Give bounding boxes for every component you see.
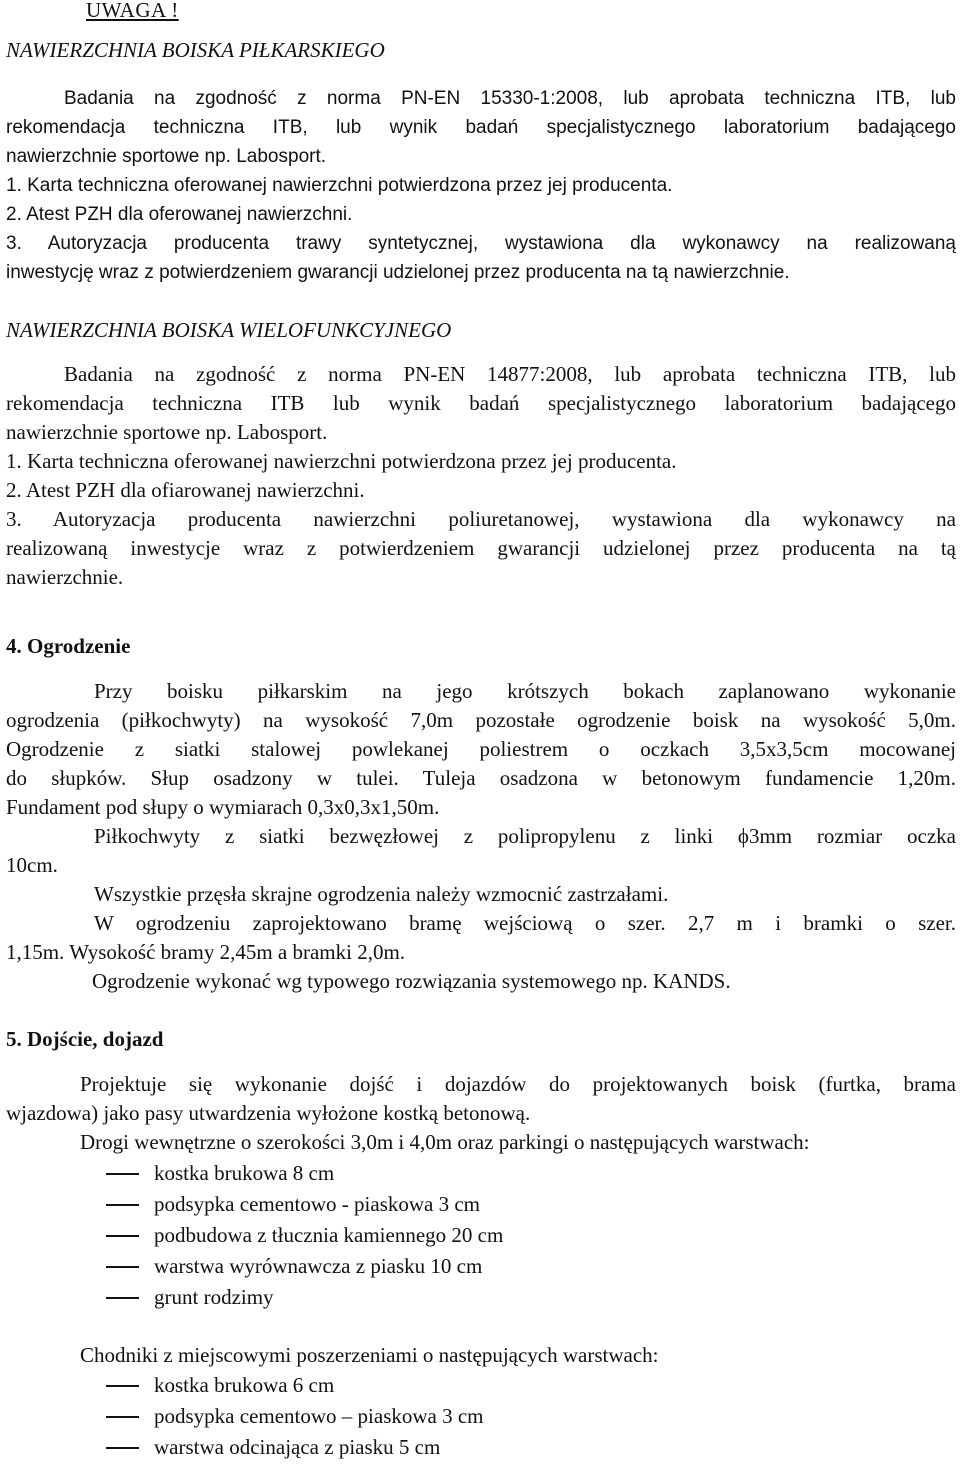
fence-paragraph-line: Ogrodzenie wykonać wg typowego rozwiązania systemowego np. KANDS. [92,969,731,993]
football-surface-heading: NAWIERZCHNIA BOISKA PIŁKARSKIEGO [6,38,385,62]
multi-requirement-3-cont: nawierzchnie. [6,565,124,589]
roads-layers-list [106,1158,503,1313]
football-intro-line: rekomendacja techniczna ITB, lub wynik badań specjalistycznego laboratorium badającego [6,117,956,138]
football-surface-section [6,84,956,287]
fence-paragraph-line: W ogrodzeniu zaprojektowano bramę wejściową o szer. 2,7 m i bramki o szer. [94,911,956,935]
list-item: kostka brukowa 8 cm [106,1158,503,1189]
multi-intro-line: rekomendacja techniczna ITB lub wynik badań specjalistycznego laboratorium badającego [6,391,956,415]
list-item: warstwa odcinająca z piasku 5 cm [106,1432,484,1463]
list-item: podbudowa z tłucznia kamiennego 20 cm [106,1220,503,1251]
multi-requirement-3: 3. Autoryzacja producenta nawierzchni poliuretanowej, wystawiona dla wykonawcy na [6,507,956,531]
list-item: grunt rodzimy [106,1282,503,1313]
football-requirement-3: 3. Autoryzacja producenta trawy syntetycznej, wystawiona dla wykonawcy na realizowaną [6,233,956,254]
multi-surface-section [6,360,956,592]
paths-layers-list [106,1370,484,1463]
fence-paragraph-line: Wszystkie przęsła skrajne ogrodzenia należy wzmocnić zastrzałami. [94,882,669,906]
fence-paragraph-line: Piłkochwyty z siatki bezwęzłowej z polipropylenu z linki ϕ3mm rozmiar oczka [94,824,956,848]
access-section [6,1070,956,1157]
dash-bullet-icon [106,1385,139,1387]
list-item: warstwa wyrównawcza z piasku 10 cm [106,1251,503,1282]
fence-paragraph-line: Fundament pod słupy o wymiarach 0,3x0,3x1,50m. [6,795,440,819]
fence-paragraph-line: ogrodzenia (piłkochwyty) na wysokość 7,0m pozostałe ogrodzenie boisk na wysokość 5,0m. [6,708,956,732]
dash-bullet-icon [106,1204,139,1206]
multi-intro-line: nawierzchnie sportowe np. Labosport. [6,420,328,444]
football-intro-line: Badania na zgodność z norma PN-EN 15330-1:2008, lub aprobata techniczna ITB, lub [64,88,956,109]
access-paragraph-line: Projektuje się wykonanie dojść i dojazdów do projektowanych boisk (furtka, brama [80,1072,956,1096]
fence-paragraph-line: 1,15m. Wysokość bramy 2,45m a bramki 2,0m. [6,940,406,964]
list-item: podsypka cementowo – piaskowa 3 cm [106,1401,484,1432]
access-paragraph-line: wjazdowa) jako pasy utwardzenia wyłożone kostką betonową. [6,1101,531,1125]
dash-bullet-icon [106,1235,139,1237]
warning-label: UWAGA ! [86,0,179,22]
multi-requirement-1: 1. Karta techniczna oferowanej nawierzchni potwierdzona przez jej producenta. [6,449,677,473]
dash-bullet-icon [106,1447,139,1449]
fence-paragraph-line: Ogrodzenie z siatki stalowej powlekanej poliestrem o oczkach 3,5x3,5cm mocowanej [6,737,956,761]
fence-heading: 4. Ogrodzenie [6,634,131,658]
football-requirement-1: 1. Karta techniczna oferowanej nawierzchni potwierdzona przez jej producenta. [6,175,673,196]
list-item: kostka brukowa 6 cm [106,1370,484,1401]
dash-bullet-icon [106,1297,139,1299]
multi-surface-heading: NAWIERZCHNIA BOISKA WIELOFUNKCYJNEGO [6,318,452,342]
multi-requirement-2: 2. Atest PZH dla ofiarowanej nawierzchni. [6,478,365,502]
multi-intro-line: Badania na zgodność z norma PN-EN 14877:2008, lub aprobata techniczna ITB, lub [64,362,956,386]
list-item: podsypka cementowo - piaskowa 3 cm [106,1189,503,1220]
access-heading: 5. Dojście, dojazd [6,1027,164,1051]
fence-paragraph-line: do słupków. Słup osadzony w tulei. Tuleja osadzona w betonowym fundamencie 1,20m. [6,766,956,790]
roads-intro: Drogi wewnętrzne o szerokości 3,0m i 4,0m oraz parkingi o następujących warstwach: [80,1130,810,1154]
paths-intro: Chodniki z miejscowymi poszerzeniami o następujących warstwach: [80,1343,659,1367]
fence-paragraph-line: Przy boisku piłkarskim na jego krótszych bokach zaplanowano wykonanie [94,679,956,703]
fence-section [6,677,956,996]
football-requirement-3-cont: inwestycję wraz z potwierdzeniem gwarancji udzielonej przez producenta na tą nawierzchnie. [6,262,790,283]
multi-requirement-3-cont: realizowaną inwestycje wraz z potwierdzeniem gwarancji udzielonej przez producenta na tą [6,536,956,560]
dash-bullet-icon [106,1173,139,1175]
football-requirement-2: 2. Atest PZH dla oferowanej nawierzchni. [6,204,353,225]
dash-bullet-icon [106,1266,139,1268]
fence-paragraph-line: 10cm. [6,853,58,877]
football-intro-line: nawierzchnie sportowe np. Labosport. [6,146,327,167]
dash-bullet-icon [106,1416,139,1418]
